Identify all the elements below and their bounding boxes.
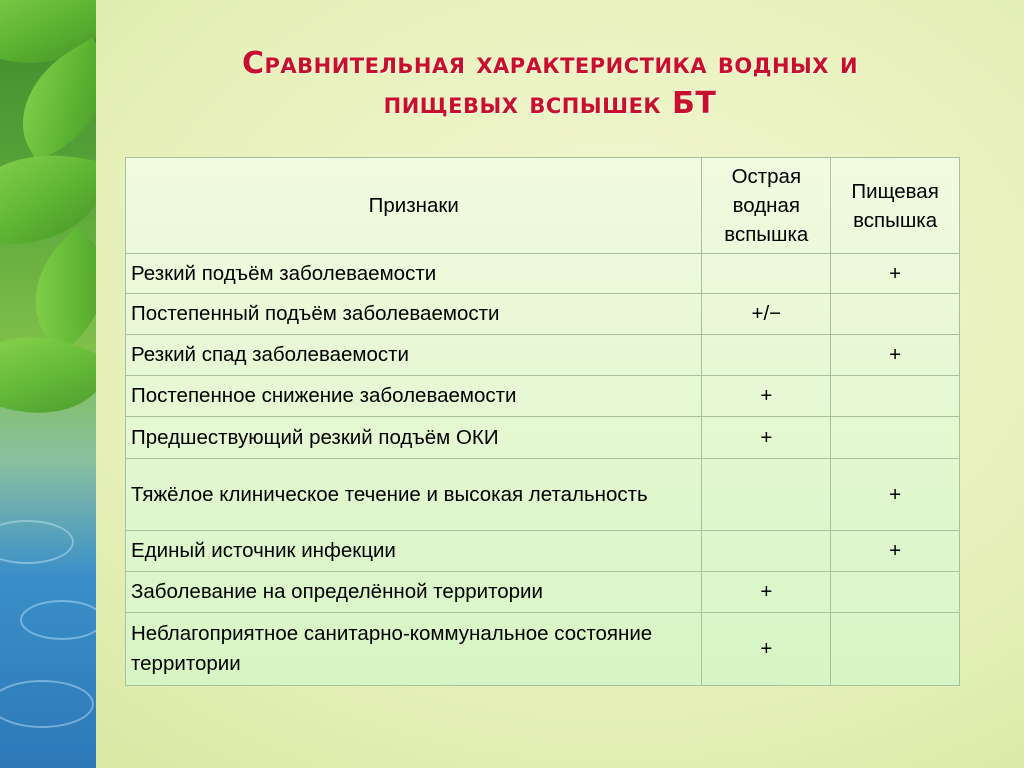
food-mark: +: [831, 531, 960, 572]
table-row: [126, 531, 960, 572]
table-row: [126, 376, 960, 417]
row-label: Резкий спад заболеваемости: [126, 335, 702, 376]
row-label: Постепенное снижение заболеваемости: [126, 376, 702, 417]
water-mark: +: [702, 417, 831, 459]
page-title: [120, 44, 980, 124]
water-mark: +/−: [702, 294, 831, 335]
water-mark: [702, 254, 831, 294]
water-mark: [702, 531, 831, 572]
food-mark: +: [831, 335, 960, 376]
decorative-leaf-water-strip: [0, 0, 96, 768]
row-label: Неблагоприятное санитарно-коммунальное состояние территории: [126, 613, 702, 686]
water-mark: [702, 459, 831, 531]
header-food-outbreak: Пищевая вспышка: [831, 158, 960, 254]
header-water-outbreak: Острая водная вспышка: [702, 158, 831, 254]
row-label: Резкий подъём заболеваемости: [126, 254, 702, 294]
comparison-table: [125, 157, 960, 686]
table-row: [126, 417, 960, 459]
food-mark: [831, 376, 960, 417]
row-label: Предшествующий резкий подъём ОКИ: [126, 417, 702, 459]
food-mark: +: [831, 254, 960, 294]
water-ripple: [0, 520, 74, 564]
table-row: [126, 572, 960, 613]
table-row: [126, 335, 960, 376]
row-label: Заболевание на определённой территории: [126, 572, 702, 613]
row-label: Тяжёлое клиническое течение и высокая летальность: [126, 459, 702, 531]
water-mark: +: [702, 376, 831, 417]
title-line-2: пищевых вспышек БТ: [383, 86, 717, 121]
water-mark: +: [702, 572, 831, 613]
water-mark: [702, 335, 831, 376]
header-signs: Признаки: [126, 158, 702, 254]
food-mark: [831, 294, 960, 335]
row-label: Единый источник инфекции: [126, 531, 702, 572]
table-row: [126, 613, 960, 686]
leaf-decoration: [6, 226, 96, 353]
water-ripple: [0, 680, 94, 728]
water-mark: +: [702, 613, 831, 686]
table-row: [126, 294, 960, 335]
food-mark: [831, 613, 960, 686]
title-line-1: Сравнительная характеристика водных и: [241, 46, 859, 81]
food-mark: [831, 417, 960, 459]
water-ripple: [20, 600, 96, 640]
food-mark: [831, 572, 960, 613]
row-label: Постепенный подъём заболеваемости: [126, 294, 702, 335]
table-row: [126, 459, 960, 531]
table-row: [126, 254, 960, 294]
table-header-row: [126, 158, 960, 254]
food-mark: +: [831, 459, 960, 531]
